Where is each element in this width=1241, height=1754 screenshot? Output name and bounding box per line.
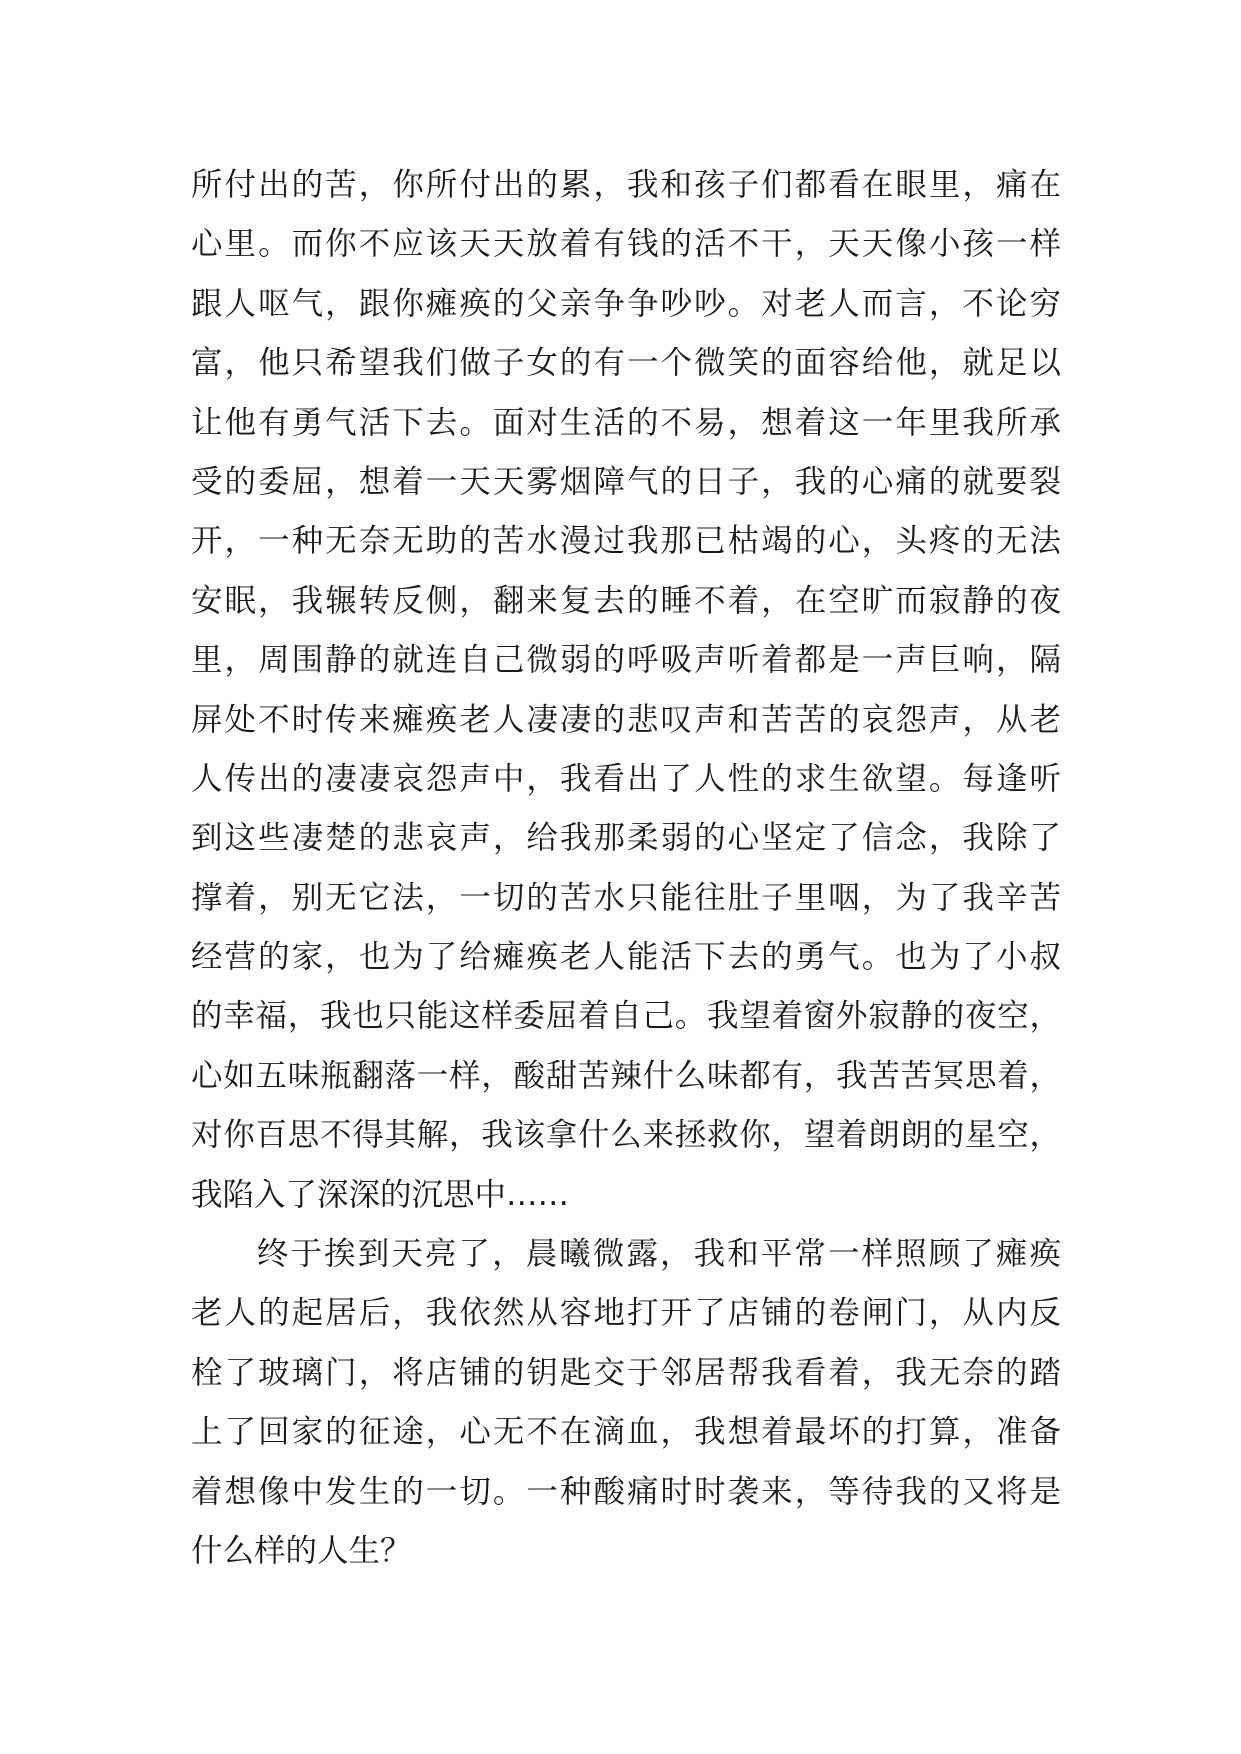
text-line: 屏处不时传来瘫痪老人凄凄的悲叹声和苦苦的哀怨声，从老 — [191, 701, 1061, 738]
text-line: 安眠，我辗转反侧，翻来复去的睡不着，在空旷而寂静的夜 — [191, 582, 1061, 619]
text-line: 开，一种无奈无助的苦水漫过我那已枯竭的心，头疼的无法 — [191, 523, 1061, 560]
text-line: 栓了玻璃门，将店铺的钥匙交于邻居帮我看着，我无奈的踏 — [191, 1354, 1061, 1391]
text-line: 富，他只希望我们做子女的有一个微笑的面容给他，就足以 — [191, 345, 1061, 382]
body-text — [191, 156, 1061, 1581]
text-line: 对你百思不得其解，我该拿什么来拯救你，望着朗朗的星空， — [191, 1117, 1061, 1154]
text-line: 里，周围静的就连自己微弱的呼吸声听着都是一声巨响，隔 — [191, 642, 1061, 679]
text-line: 上了回家的征途，心无不在滴血，我想着最坏的打算，准备 — [191, 1414, 1061, 1451]
text-line: 的幸福，我也只能这样委屈着自己。我望着窗外寂静的夜空， — [191, 998, 1061, 1035]
text-line: 着想像中发生的一切。一种酸痛时时袭来，等待我的又将是 — [191, 1473, 1061, 1510]
text-line: 所付出的苦，你所付出的累，我和孩子们都看在眼里，痛在 — [191, 167, 1061, 203]
text-line: 受的委屈，想着一天天雾烟障气的日子，我的心痛的就要裂 — [191, 463, 1061, 500]
paragraph-end-line: 什么样的人生？ — [191, 1532, 412, 1569]
text-line: 心如五味瓶翻落一样，酸甜苦辣什么味都有，我苦苦冥思着， — [191, 1057, 1061, 1094]
text-line: 让他有勇气活下去。面对生活的不易，想着这一年里我所承 — [191, 404, 1061, 441]
paragraph-end-line: 我陷入了深深的沉思中…… — [191, 1176, 570, 1213]
text-line: 撑着，别无它法，一切的苦水只能往肚子里咽，为了我辛苦 — [191, 879, 1061, 916]
text-line: 跟人呕气，跟你瘫痪的父亲争争吵吵。对老人而言，不论穷 — [191, 285, 1061, 322]
paragraph-start-line: 终于挨到天亮了，晨曦微露，我和平常一样照顾了瘫痪 — [257, 1236, 1061, 1273]
text-line: 经营的家，也为了给瘫痪老人能活下去的勇气。也为了小叔 — [191, 939, 1061, 976]
text-line: 人传出的凄凄哀怨声中，我看出了人性的求生欲望。每逢听 — [191, 760, 1061, 797]
text-line: 心里。而你不应该天天放着有钱的活不干，天天像小孩一样 — [191, 226, 1061, 263]
text-line: 到这些凄楚的悲哀声，给我那柔弱的心坚定了信念，我除了 — [191, 820, 1061, 857]
text-line: 老人的起居后，我依然从容地打开了店铺的卷闸门，从内反 — [191, 1295, 1061, 1332]
